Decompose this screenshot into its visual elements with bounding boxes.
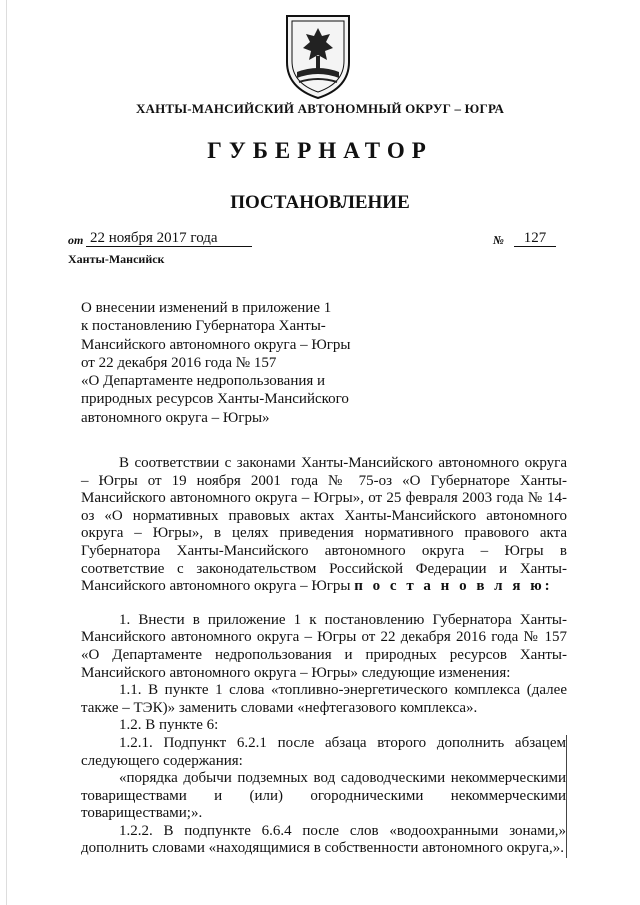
- document-type: ПОСТАНОВЛЕНИЕ: [230, 192, 410, 213]
- preamble-text: В соответствии с законами Ханты-Мансийского автономного округа – Югры от 19 ноября 2001 года № 75-оз «О Губернаторе Ханты-Мансийского автономного округа – Югры», от 25 февраля 2003 года № 14-оз «О нормативных правовых актах Ханты-Мансийского автономного округа – Югры», в целях приведения нормативного правового акта Губернатора Ханты-Мансийского автономного округа – Югры в соответствие с законодательством Российской Федерации и Ханты-Мансийского автономного округа – Югры: [81, 455, 567, 595]
- subject-line: к постановлению Губернатора Ханты-: [81, 318, 326, 335]
- quoted-addition: «порядка добычи подземных вод садоводческими некоммерческими товариществами и (или) огородническими некоммерческими товариществами;».: [81, 770, 566, 822]
- decree-colon: :: [544, 578, 550, 595]
- date-label: от: [68, 233, 84, 247]
- subject-line: природных ресурсов Ханты-Мансийского: [81, 391, 349, 408]
- item-1-2: 1.2. В пункте 6:: [119, 717, 219, 734]
- preamble-paragraph: [81, 455, 567, 596]
- subject-line: Мансийского автономного округа – Югры: [81, 336, 351, 353]
- subject-line: автономного округа – Югры»: [81, 409, 270, 426]
- city-name: Ханты-Мансийск: [68, 252, 165, 266]
- subject-line: от 22 декабря 2016 года № 157: [81, 354, 277, 371]
- region-name: ХАНТЫ-МАНСИЙСКИЙ АВТОНОМНЫЙ ОКРУГ – ЮГРА: [135, 101, 505, 116]
- scan-edge-line: [6, 0, 7, 905]
- document-subject: [81, 299, 401, 427]
- item-1-2-1: 1.2.1. Подпункт 6.2.1 после абзаца второго дополнить абзацем следующего содержания:: [81, 734, 566, 769]
- document-date: 22 ноября 2017 года: [86, 230, 252, 247]
- number-label: №: [493, 233, 504, 247]
- item-1-2-2: 1.2.2. В подпункте 6.6.4 после слов «водоохранными зонами,» дополнить словами «находящимися в собственности автономного округа,».: [81, 822, 566, 857]
- issuer-title: ГУБЕРНАТОР: [207, 138, 433, 163]
- document-number: 127: [514, 230, 556, 247]
- decree-word: п о с т а н о в л я ю: [354, 578, 545, 595]
- document-body: [81, 455, 567, 858]
- item-1-1: 1.1. В пункте 1 слова «топливно-энергетического комплекса (далее также – ТЭК)» заменить словами «нефтегазового комплекса».: [81, 682, 567, 716]
- subject-line: «О Департаменте недропользования и: [81, 373, 326, 390]
- item-1: 1. Внести в приложение 1 к постановлению Губернатора Ханты-Мансийского автономного округа – Югры от 22 декабря 2016 года № 157 «О Департаменте недропользования и природных ресурсов Ханты-Мансийского автономного округа – Югры» следующие изменения:: [81, 611, 567, 681]
- coat-of-arms-icon: [283, 12, 353, 100]
- subject-line: О внесении изменений в приложение 1: [81, 300, 332, 316]
